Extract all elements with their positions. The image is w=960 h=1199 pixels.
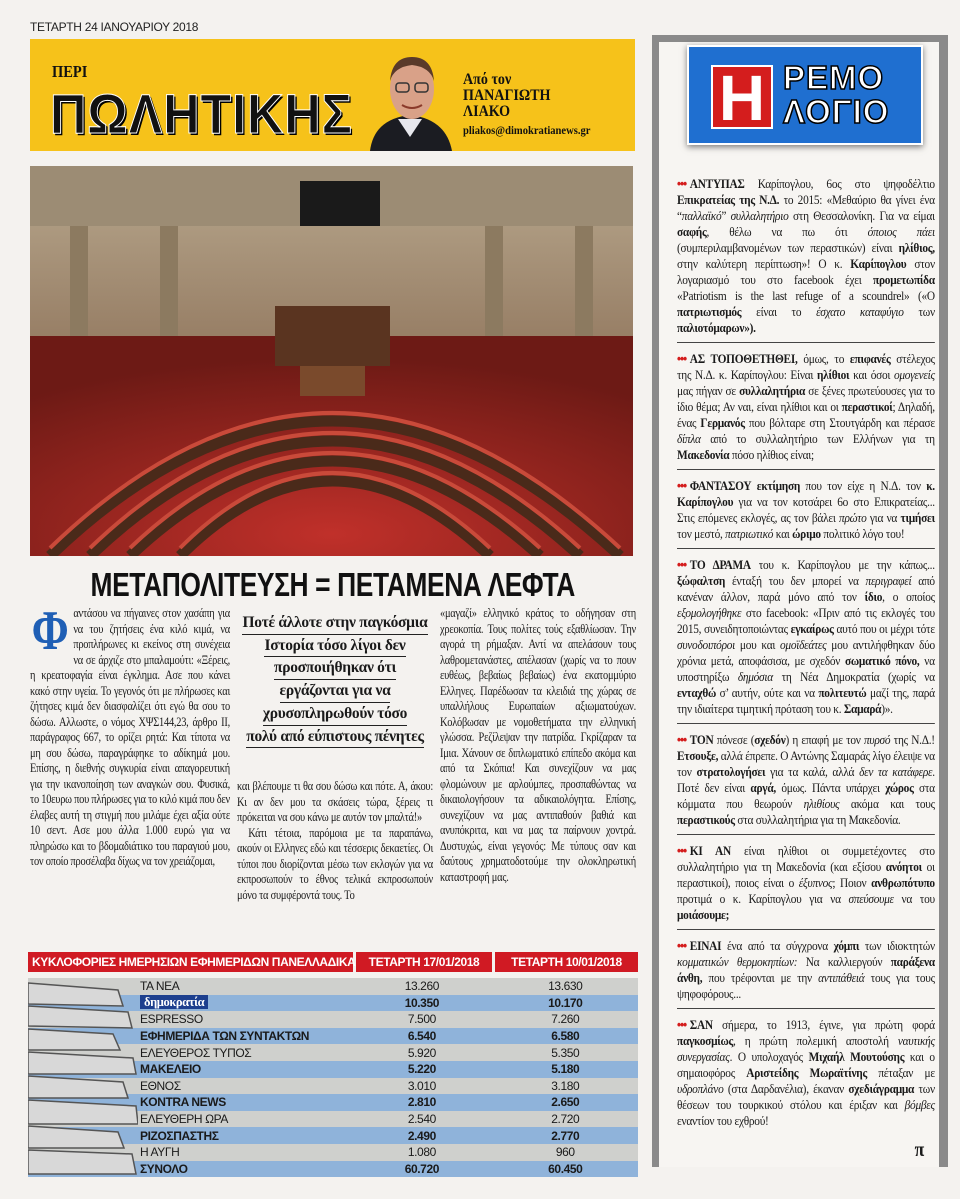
item-text: των ιδιοκτητών (859, 939, 935, 953)
circulation-week2: 5.350 (551, 1045, 580, 1060)
pull-quote-line: Ιστορία τόσο λίγοι δεν (264, 635, 405, 658)
column-header-week1: ΤΕΤΑΡΤΗ 17/01/2018 (356, 952, 492, 972)
table-body (28, 978, 638, 1177)
item-text: το 2015: «Μεθαύριο θα γίνει ένα “ (677, 193, 935, 223)
item-text: στα συλλαλητήρια για τη Μακεδονία. (734, 813, 901, 827)
logo-line-2: ΛΟΓΙΟ (783, 93, 890, 130)
circulation-week2: 60.450 (548, 1161, 583, 1176)
item-text: ; Δηλαδή, ένας (677, 400, 935, 430)
item-text: εναντίον του εχθρού! (677, 1114, 769, 1128)
newspaper-name-text: ΡΙΖΟΣΠΑΣΤΗΣ (140, 1128, 219, 1143)
emphasis-bold: Αριστείδης Μωραϊτίνης (746, 1066, 867, 1080)
bullet-dots-icon: ••• (677, 351, 687, 366)
item-text: όμως, το (797, 352, 850, 366)
item-text: , ο οποίος (882, 590, 935, 604)
pull-quote (237, 612, 433, 748)
emphasis-italic: παλλαϊκό (681, 209, 722, 223)
article-text: «μαγαζί» ελληνικό κράτος το οδήγησαν στη χρεοκοπία. Τους πολίτες τούς εξαθλίωσαν. Την αγορά τη ρήμαξαν. Αντί να απελάσουν τους λαθρομετανάστες, απέλασαν (χωρίς να το πουν ευθέως, βεβαίως βεβαίως) ένα εκατομμύριο Ελληνες. Παρέδωσαν τα κλειδιά της χώρας σε υπαλλήλους Ευρωπαίων αξιωματούχων. Κολόβωσαν με νομοθετήματα την ελληνική γλώσσα. Ρεζίλεψαν την πατρίδα. Γκρίζαραν τα Ιμια. Χάνουν σε διπλωματικό επίπεδο ακόμα και από τα Σκόπια! Και συνεχίζουν να μας φλομώνουν με αρλούμπες, προσπαθώντας να δικαιολογήσουν τα αδικαιολόγητα. Επίσης, συνεχίζουν να μας αντιπαθούν βαθιά και ανυπόκριτα, και να μας τα παίρνουν χοντρά. Δυστυχώς, είναι γεγονός: Με τύπους σαν και δαύτους χρηματοδοτούμε την ολοκληρωτική καταστροφή μας. (440, 605, 636, 884)
sidebar-item (677, 474, 935, 549)
column-banner (30, 39, 635, 151)
circulation-week1: 2.490 (407, 1128, 436, 1143)
emphasis-italic: κομματικών θερμοκηπίων: (677, 955, 798, 969)
emphasis-bold: χόμπι (833, 939, 860, 953)
item-text: που βόλταρε στη Στουτγάρδη και πέρασε (744, 416, 935, 430)
item-text: «Patriotism is the last refuge of a scoundrel» («Ο (677, 289, 935, 303)
emphasis-bold: συλλαλητήρια (739, 384, 806, 398)
pull-quote-line: χρυσοπληρωθούν τόσο (263, 703, 407, 726)
emphasis-bold: ΚΙ ΑΝ (689, 844, 731, 858)
emphasis-bold: Επικρατείας της Ν.Δ. (677, 193, 780, 207)
author-signature: π (914, 1139, 925, 1161)
newspaper-name-text: δημοκρατία (140, 995, 208, 1009)
item-text: ένα από τα σύγχρονα (721, 939, 834, 953)
emphasis-bold: σχεδιάγραμμα (848, 1082, 915, 1096)
emphasis-italic: όποιος πάει (867, 225, 935, 239)
emphasis-bold: ΑΝΤΥΠΑΣ (689, 177, 745, 191)
emphasis-bold: Ετσουξε, (677, 749, 719, 763)
emphasis-italic: έξυπνος (798, 876, 833, 890)
item-text: είναι το (741, 305, 817, 319)
item-text: σε ξένες πρωτεύουσες για το ίδιο θέμα; Αν ναι, είναι ηλίθιοι και οι (677, 384, 935, 414)
item-text: για τα καλά, αλλά (765, 765, 860, 779)
emphasis-italic: πατριωτικό (725, 527, 774, 541)
item-text: οι περαστικοί), ποιος είναι ο (677, 860, 935, 890)
newspaper-stack-image (28, 978, 138, 1178)
item-text: ) η επαφή με τον (785, 733, 864, 747)
item-text: αλλά έπρεπε. Ο Αντώνης Σαμαράς λίγο έλειψε να τον (677, 749, 935, 779)
item-text: και όσοι (849, 368, 894, 382)
emphasis-bold: ΑΣ ΤΟΠΟΘΕΤΗΘΕΙ, (689, 352, 798, 366)
item-text: από το συλλαλητήριο των Ελλήνων για τη (700, 432, 935, 446)
emphasis-italic: εξομολογήθηκε (677, 606, 742, 620)
item-text: πόσο ηλίθιος είναι; (729, 448, 814, 462)
item-text: σ’ αυτήν, ούτε και να (716, 686, 819, 700)
item-text: μαζί της, παρά την ιδιαίτερα τιμητική πρόταση του κ. (677, 686, 935, 716)
item-text: . Ο υπολοχαγός (729, 1050, 809, 1064)
circulation-week2: 13.630 (548, 979, 583, 994)
circulation-week2: 5.180 (551, 1062, 580, 1077)
bullet-dots-icon: ••• (677, 732, 687, 747)
sidebar-item (677, 553, 935, 724)
emphasis-bold: τιμήσει (900, 511, 935, 525)
article-column-3 (440, 605, 636, 884)
emphasis-bold: Σαμαρά (843, 702, 882, 716)
emphasis-italic: ηλιθίους (803, 797, 840, 811)
item-text: των (903, 305, 935, 319)
sidebar-item (677, 347, 935, 470)
table-title: ΚΥΚΛΟΦΟΡΙΕΣ ΗΜΕΡΗΣΙΩΝ ΕΦΗΜΕΡΙΔΩΝ ΠΑΝΕΛΛΑΔΙΚΑ (28, 952, 353, 972)
author-email[interactable]: pliakos@dimokratianews.gr (463, 123, 591, 137)
parliament-photo (30, 166, 633, 556)
emphasis-italic: δεν τα κατάφερε (859, 765, 933, 779)
item-text: στα κόμματα που θεωρούν (677, 781, 935, 811)
item-text: ; Ποιον (832, 876, 872, 890)
circulation-week1: 5.920 (407, 1045, 436, 1060)
newspaper-name-text: ΕΘΝΟΣ (140, 1078, 181, 1093)
item-text: είναι ηλίθιοι οι συμμετέχοντες στο συλλαλητήριο για τη Μακεδονία (και εξίσου (677, 844, 935, 874)
emphasis-bold: ΦΑΝΤΑΣΟΥ (689, 479, 752, 493)
item-text: , η πρώτη πολεμική αποστολή (733, 1034, 898, 1048)
item-text: και (773, 527, 793, 541)
column-kicker: ΠΕΡΙ (52, 62, 88, 81)
newspaper-name-text: ΜΑΚΕΛΕΙΟ (140, 1062, 201, 1077)
bullet-dots-icon: ••• (677, 1017, 687, 1032)
emphasis-bold: πατριωτισμός (677, 305, 742, 319)
item-text: ” (721, 209, 731, 223)
item-text: πέταξαν με (866, 1066, 935, 1080)
item-text: που τον είχε η Ν.Δ. τον (800, 479, 927, 493)
emphasis-bold: ηλίθιοι (816, 368, 850, 382)
circulation-week1: 10.350 (404, 995, 440, 1010)
emphasis-italic: συνοδοιπόροι (677, 638, 736, 652)
drop-cap: Φ (31, 600, 69, 662)
emphasis-bold: ενταχθώ (677, 686, 717, 700)
item-text: που τρέφονται με την (702, 971, 819, 985)
column-title: ΠΩΛΗΤΙΚΗΣ (50, 82, 353, 145)
emphasis-italic: σπεύσουμε (848, 892, 894, 906)
pull-quote-line: προσποιήθηκαν ότι (274, 657, 396, 680)
emphasis-bold: μοιάσουμε; (677, 908, 730, 922)
circulation-week2: 7.260 (551, 1012, 580, 1027)
item-text: ακόμα και τους (839, 797, 935, 811)
newspaper-name-text: ΣΥΝΟΛΟ (140, 1161, 188, 1176)
emphasis-bold: πολιτευτώ (818, 686, 867, 700)
emphasis-bold: ανόητοι (885, 860, 922, 874)
item-text: πόνεσε ( (713, 733, 755, 747)
item-text: στο facebook: «Πριν από τις εκλογές του 2015, συνειδητοποιώντας (677, 606, 935, 636)
item-text: τη Νέα Δημοκρατία (χωρίς να (772, 670, 935, 684)
bullet-dots-icon: ••• (677, 478, 687, 493)
item-text: τους για τους ψηφοφόρους... (677, 971, 935, 1001)
circulation-week2: 10.170 (548, 995, 583, 1010)
author-first-name: ΠΑΝΑΓΙΩΤΗ (463, 87, 551, 104)
newspaper-name-text: ΕΛΕΥΘΕΡΟΣ ΤΥΠΟΣ (140, 1045, 252, 1060)
newspaper-name-text: Η ΑΥΓΗ (140, 1145, 180, 1160)
circulation-week1: 6.540 (407, 1029, 436, 1044)
emphasis-italic: ομογενείς (893, 368, 935, 382)
article-column-1 (30, 600, 230, 869)
pull-quote-line: πολύ από εύπιστους πένητες (246, 726, 423, 749)
emphasis-bold: Μακεδονία (677, 448, 730, 462)
item-text: (συμπεριλαμβανομένων των περαστικών) είναι (677, 241, 899, 255)
emphasis-italic: βόμβες (904, 1098, 935, 1112)
item-text: προτιμά ο κ. Καρίπογλου για να (677, 892, 849, 906)
sidebar-item (677, 1013, 935, 1135)
emphasis-italic: περιγραφεί (865, 574, 912, 588)
logo-line-1: ΡΕΜΟ (783, 59, 885, 96)
emphasis-bold: Γερμανός (700, 416, 745, 430)
circulation-week1: 3.010 (407, 1078, 436, 1093)
newspaper-name-text: ΤΑ ΝΕΑ (140, 979, 180, 994)
circulation-week2: 2.770 (551, 1128, 580, 1143)
sidebar-column (652, 35, 948, 1167)
emphasis-italic: αντιπάθειά (818, 971, 865, 985)
emphasis-italic: συλλαλητήριο (730, 209, 789, 223)
article-text: και βλέπουμε τι θα σου δώσω και πότε. Α, άκου: Κι αν δεν μου τα σκάσεις τώρα, ξέρεις τι πρόκειται να σου κάνω με αυτόν τον μπαλτά!» (237, 778, 433, 824)
emphasis-bold: ανθρωπότυπο (871, 876, 935, 890)
circulation-week1: 7.500 (407, 1012, 436, 1027)
column-logo (687, 45, 923, 145)
circulation-week2: 3.180 (551, 1078, 580, 1093)
emphasis-italic: ναυτικής συνεργασίας (677, 1034, 935, 1064)
bullet-dots-icon: ••• (677, 938, 687, 953)
sidebar-item (677, 172, 935, 343)
item-text: για να (866, 511, 901, 525)
circulation-week1: 13.260 (404, 979, 440, 994)
emphasis-italic: ομοϊδεάτες (780, 638, 827, 652)
bullet-dots-icon: ••• (677, 557, 687, 572)
emphasis-bold: ίδιο (864, 590, 883, 604)
sidebar-item (677, 728, 935, 835)
emphasis-bold: παγκοσμίως (677, 1034, 734, 1048)
item-text: μας πήγαν σε (677, 384, 740, 398)
pull-quote-line: Ποτέ άλλοτε στην παγκόσμια (242, 612, 427, 635)
emphasis-bold: ώριμο (792, 527, 821, 541)
item-text: να υποστηρίξω (677, 654, 935, 684)
emphasis-bold: Καρίπογλου (850, 257, 907, 271)
item-text: πολιτικό λόγο του! (820, 527, 905, 541)
circulation-week1: 5.220 (407, 1062, 436, 1077)
article-text: αντάσου να πήγαινες στον χασάπη για να του ζητήσεις ένα κιλό κιμά, να προπλήρωνες κι εκείνος στη συνέχεια να σε άρχιζε στο μπαλαμούτι: «Ξέρεις, η κρεατοφαγία είναι έγκλημα. Ασε που κάνει κακό στην υγεία. Το γεγονός ότι με πλήρωσες και ζήτησες κιμά δεν διασφαλίζει ότι εγώ θα σου το δώσω. Αλλωστε, ο νόμος ΧΨΣ144,23, άρθρο ΙΙ, παράγραφος 667, το ορίζει ρητά: Και τίποτα να μη σου δώσω, παραγράφηκε το αδίκημά μου. Επίσης, η διεθνής συγκυρία είναι απαγορευτική για την ικανοποίηση των αναγκών σου. Φυσικά, το 10ευρω που πλήρωσες για το κιλό κιμά που δεν έλαβες αυτή τη στιγμή που μιλάμε έχει αξία ούτε 10 σεντ. Ασε μου άλλα 1.000 ευρώ για να πληρώσω και το βδομαδιάτικο του παραγιού μου, τον οποίο προσέλαβα δίχως να τον χρειάζομαι, (30, 605, 230, 868)
circulation-week1: 2.810 (407, 1095, 436, 1110)
emphasis-bold: περαστικοί (841, 400, 893, 414)
article-headline: ΜΕΤΑΠΟΛΙΤΕΥΣΗ = ΠΕΤΑΜΕΝΑ ΛΕΦΤΑ (90, 566, 575, 603)
author-byline (463, 72, 590, 138)
item-text: του κ. Καρίπογλου με την κάπως... (750, 558, 935, 572)
pull-quote-line: εργάζονται για να (280, 680, 391, 703)
author-portrait (360, 49, 460, 151)
emphasis-bold: χώρος (885, 781, 914, 795)
item-text: . Ποτέ δεν είναι (677, 765, 935, 795)
newspaper-name-text: KONTRA NEWS (140, 1095, 226, 1110)
item-text: τον μεστό, (677, 527, 726, 541)
emphasis-bold: παλιοτόμαρων»). (677, 321, 756, 335)
item-text: και ο σημαιοφόρος (677, 1050, 935, 1080)
circulation-week2: 2.650 (551, 1095, 580, 1110)
circulation-week1: 2.540 (407, 1112, 436, 1127)
emphasis-italic: δίπλα (677, 432, 701, 446)
item-text: για να τον κοτσάρει 6ο στο Επικρατείας... Στις επόμενες εκλογές, ας τον βάλει (677, 495, 935, 525)
emphasis-bold: περαστικούς (677, 813, 735, 827)
circulation-week2: 6.580 (551, 1029, 580, 1044)
newspaper-name-text: ΕΦΗΜΕΡΙΔΑ ΤΩΝ ΣΥΝΤΑΚΤΩΝ (140, 1029, 310, 1044)
author-last-name: ΛΙΑΚΟ (463, 103, 511, 120)
item-text: Καρίπογλου, 6ος στο ψηφοδέλτιο (744, 177, 935, 191)
emphasis-bold: στρατολογήσει (696, 765, 766, 779)
newspaper-name-text: ESPRESSO (140, 1012, 203, 1027)
circulation-table (28, 952, 638, 1177)
circulation-week2: 960 (555, 1145, 575, 1160)
emphasis-bold: κ. Καρίπογλου (677, 479, 935, 509)
logo-text (783, 61, 889, 129)
item-text: στην καλύτερη περίπτωση»! Ο κ. (677, 257, 851, 271)
item-text: στον λογαριασμό του στο facebook έχει (677, 257, 935, 287)
item-text: να του (893, 892, 935, 906)
emphasis-bold: ξώφαλτση (677, 574, 726, 588)
column-header-week2: ΤΕΤΑΡΤΗ 10/01/2018 (495, 952, 638, 972)
item-text: στη Θεσσαλονίκη. Για να είμαι (788, 209, 935, 223)
sidebar-item (677, 934, 935, 1009)
item-text: όμως. Πάντα υπάρχει (775, 781, 886, 795)
emphasis-bold: εκτίμηση (756, 479, 801, 493)
issue-date: ΤΕΤΑΡΤΗ 24 ΙΑΝΟΥΑΡΙΟΥ 2018 (30, 20, 199, 34)
emphasis-bold: ΤΟ ΔΡΑΜΑ (689, 558, 751, 572)
sidebar-items (677, 172, 935, 1161)
emphasis-bold: αργά, (750, 781, 776, 795)
newspaper-name-text: ΕΛΕΥΘΕΡΗ ΩΡΑ (140, 1112, 228, 1127)
emphasis-bold: σωματικό πόνο, (844, 654, 920, 668)
item-text: αυτό που οι μέχρι τότε (833, 622, 935, 636)
item-text: των θέσεων του τουρκικού στόλου και έριξαν και (677, 1082, 935, 1112)
sidebar-item (677, 839, 935, 930)
item-text: , θέλω να πω ότι (706, 225, 868, 239)
emphasis-italic: πυρσό (864, 733, 891, 747)
item-text: μου και (735, 638, 781, 652)
emphasis-bold: σχεδόν (754, 733, 786, 747)
bullet-dots-icon: ••• (677, 176, 687, 191)
item-text: σήμερα, το 1913, έγινε, για πρώτη φορά (712, 1018, 935, 1032)
emphasis-italic: δημόσια (737, 670, 773, 684)
circulation-week1: 1.080 (407, 1145, 436, 1160)
bullet-dots-icon: ••• (677, 843, 687, 858)
emphasis-bold: εγκαίρως (790, 622, 834, 636)
emphasis-bold: επιφανές (849, 352, 891, 366)
item-text: Να καλλιεργούν (797, 955, 891, 969)
item-text: της Ν.Δ.! (890, 733, 935, 747)
emphasis-bold: ΣΑΝ (689, 1018, 713, 1032)
circulation-week2: 2.720 (551, 1112, 580, 1127)
item-text: ένταξή του δεν μπορεί να (725, 574, 866, 588)
emphasis-bold: Μιχαήλ Μουτούσης (808, 1050, 905, 1064)
byline-from: Από τον (463, 71, 512, 88)
article-column-2 (237, 778, 433, 902)
article-paragraph: Κάτι τέτοια, παρόμοια με τα παραπάνω, ακούν οι Ελληνες εδώ και τέσσερις δεκαετίες. Οι τύποι που διορίζονται μέσω των εκλογών για να εκπροσωπούν το έθνος τελικά εκπροσωπούν μόνο τα συμφέροντά τους. Το (237, 824, 433, 902)
item-text: (στα Δαρδανέλια), έκαναν (723, 1082, 849, 1096)
emphasis-bold: ΕΙΝΑΙ (689, 939, 722, 953)
item-text: στέλεχος της Ν.Δ. κ. Καρίπογλου: Είναι (677, 352, 935, 382)
emphasis-italic: πρώτο (839, 511, 867, 525)
emphasis-italic: έσχατο καταφύγιο (816, 305, 904, 319)
circulation-week1: 60.720 (404, 1161, 440, 1176)
emphasis-bold: ηλίθιος, (898, 241, 935, 255)
item-text: μου αντιλήφθηκαν δύο χρόνια μετά, αποφάσισα, με σχεδόν (677, 638, 935, 668)
logo-letter: Η (711, 65, 773, 129)
emphasis-bold: προμετωπίδα (873, 273, 935, 287)
emphasis-italic: υδροπλάνο (677, 1082, 724, 1096)
item-text: από κανέναν άλλον, παρά μόνο από τον (677, 574, 935, 604)
item-text: )». (881, 702, 893, 716)
table-header (28, 952, 638, 972)
emphasis-bold: παράξενα άνθη, (677, 955, 935, 985)
emphasis-bold: ΤΟΝ (689, 733, 714, 747)
emphasis-bold: σαφής (677, 225, 707, 239)
